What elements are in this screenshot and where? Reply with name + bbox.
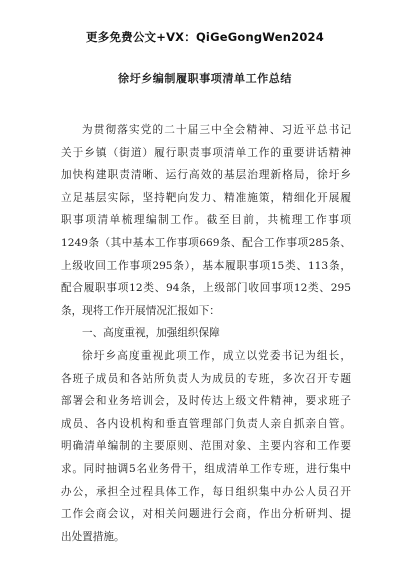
paragraph-line: 加快构建职责清晰、运行高效的基层治理新格局，徐圩乡 [61, 169, 351, 182]
paragraph-line: 出处置措施。 [61, 530, 125, 543]
paragraph-line: 上级收回工作事项295条），基本履职事项15类、113条， [61, 259, 351, 272]
promo-header: 更多免费公文+VX：QiGeGongWen2024 [86, 30, 324, 44]
paragraph-line: 求。同时抽调5名业务骨干，组成清单工作专班，进行集中 [61, 462, 351, 475]
paragraph-line: 职事项清单梳理编制工作。截至目前，共梳理工作事项 [61, 214, 351, 227]
document-title: 徐圩乡编制履职事项清单工作总结 [118, 72, 292, 85]
paragraph-line: 配合履职事项12类、94条，上级部门收回事项12类、295 [61, 282, 351, 295]
paragraph-line: 工作会商会议，对相关问题进行会商，作出分析研判、提 [61, 508, 351, 521]
paragraph-line: 办公，承担全过程具体工作，每日组织集中办公人员召开 [61, 485, 351, 498]
paragraph-line: 部署会和业务培训会，及时传达上级文件精神，要求班子 [61, 395, 351, 408]
paragraph-line: 徐圩乡高度重视此项工作，成立以党委书记为组长， [82, 349, 351, 362]
paragraph-line: 各班子成员和各站所负责人为成员的专班，多次召开专题 [61, 372, 351, 385]
paragraph-line: 成员、各内设机构和垂直管理部门负责人亲自抓亲自管。 [61, 417, 351, 430]
paragraph-line: 立足基层实际，坚持靶向发力、精准施策，精细化开展履 [61, 191, 351, 204]
section-heading: 一、高度重视，加强组织保障 [82, 327, 220, 340]
paragraph-line: 关于乡镇（街道）履行职责事项清单工作的重要讲话精神 [61, 146, 351, 159]
paragraph-line: 1249条（其中基本工作事项669条、配合工作事项285条、 [61, 236, 351, 249]
paragraph-line: 为贯彻落实党的二十届三中全会精神、习近平总书记 [82, 124, 351, 136]
document-body [61, 119, 351, 548]
paragraph-line: 明确清单编制的主要原则、范围对象、主要内容和工作要 [61, 440, 351, 453]
paragraph-line: 条，现将工作开展情况汇报如下： [61, 304, 220, 317]
